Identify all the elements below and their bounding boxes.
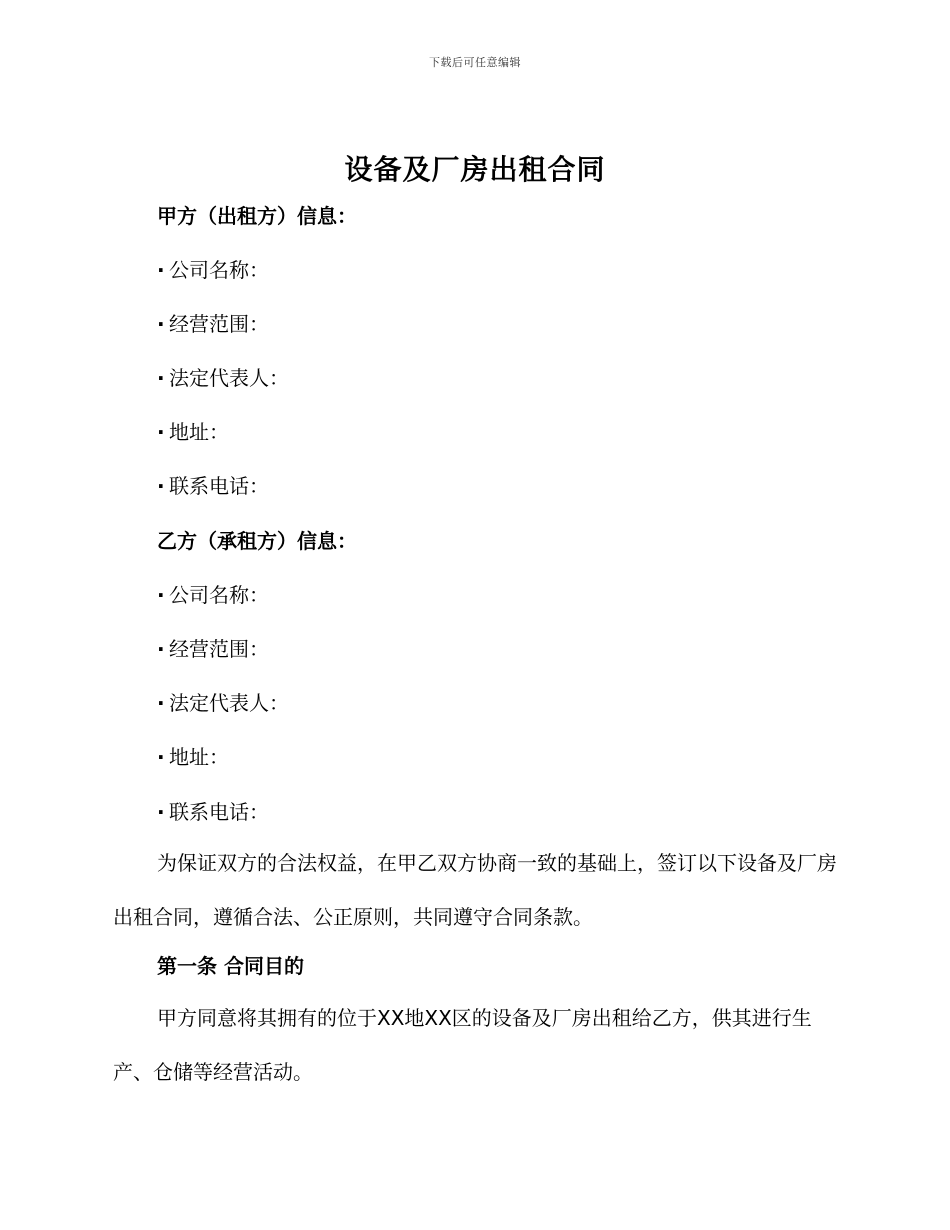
- field-label: 经营范围：: [169, 312, 269, 336]
- party-b-company-name: [157, 579, 269, 608]
- party-a-legal-representative: [157, 362, 289, 391]
- bullet-dot: ·: [157, 366, 165, 390]
- field-label: 联系电话：: [169, 800, 269, 824]
- bullet-dot: ·: [157, 474, 165, 498]
- party-a-address: [157, 416, 229, 445]
- field-label: 公司名称：: [169, 258, 269, 282]
- bullet-dot: ·: [157, 637, 165, 661]
- party-a-business-scope: [157, 308, 269, 337]
- field-label: 经营范围：: [169, 637, 269, 661]
- field-label: 联系电话：: [169, 474, 269, 498]
- party-b-address: [157, 741, 229, 770]
- party-b-heading: 乙方（承租方）信息：: [157, 529, 357, 553]
- article-1-heading: 第一条 合同目的: [157, 954, 304, 978]
- bullet-dot: ·: [157, 691, 165, 715]
- field-label: 法定代表人：: [169, 366, 289, 390]
- party-b-business-scope: [157, 633, 269, 662]
- party-b-legal-representative: [157, 687, 289, 716]
- field-label: 法定代表人：: [169, 691, 289, 715]
- field-label: 地址：: [169, 420, 229, 444]
- article-1-body: 甲方同意将其拥有的位于XX地XX区的设备及厂房出租给乙方，供其进行生产、仓储等经营活动。: [113, 1006, 812, 1084]
- party-b-phone: [157, 796, 269, 825]
- bullet-dot: ·: [157, 745, 165, 769]
- party-a-heading: 甲方（出租方）信息：: [157, 204, 357, 228]
- field-label: 公司名称：: [169, 583, 269, 607]
- bullet-dot: ·: [157, 800, 165, 824]
- bullet-dot: ·: [157, 583, 165, 607]
- bullet-dot: ·: [157, 258, 165, 282]
- header-note: 下载后可任意编辑: [429, 56, 521, 69]
- party-a-phone: [157, 470, 269, 499]
- document-title: 设备及厂房出租合同: [344, 153, 606, 186]
- bullet-dot: ·: [157, 312, 165, 336]
- intro-paragraph: 为保证双方的合法权益，在甲乙双方协商一致的基础上，签订以下设备及厂房出租合同，遵循合法、公正原则，共同遵守合同条款。: [113, 851, 837, 929]
- bullet-dot: ·: [157, 420, 165, 444]
- field-label: 地址：: [169, 745, 229, 769]
- party-a-company-name: [157, 254, 269, 283]
